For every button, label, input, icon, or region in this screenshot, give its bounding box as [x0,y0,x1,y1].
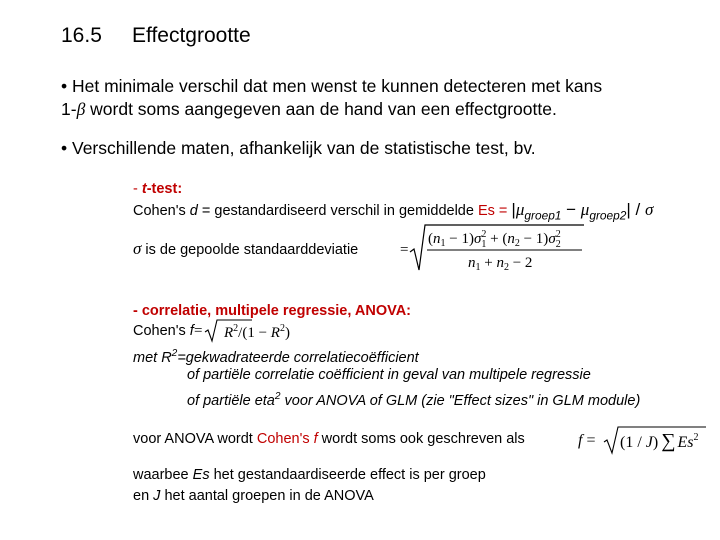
partial-eta-line [187,388,640,410]
anova-f-lhs: f = [578,432,596,449]
sigma-pooled-line [133,240,358,259]
cohen-d-description: = gestandardiseerd verschil in gemiddelde [197,203,478,219]
es-slash: / [630,200,645,219]
sigma-text: is de gepoolde standaarddeviatie [141,242,359,258]
cohen-f-expression: $R^2/(1 - R^2)$ [224,323,290,341]
anova-suffix: wordt soms ook geschreven als [317,431,525,447]
mu-2: μ [580,200,590,219]
partial-eta-sup: 2 [274,391,281,402]
closing-1-b: het gestandaardiseerde effect is per groep [209,467,486,483]
beta-symbol: β [76,99,86,119]
bullet-1 [61,75,602,121]
closing-line-1 [133,467,486,484]
closing-1-a: waarbee [133,467,193,483]
met-r-sup: 2 [171,348,178,359]
cohen-d-symbol: d [189,203,198,219]
pooled-sd-formula [398,222,588,274]
pooled-denominator: $n_1 + n_2 - 2$ [468,255,533,273]
cohen-f-prefix: Cohen's [133,323,190,339]
abs-left: | [511,200,516,219]
section-number: 16.5 [61,24,102,47]
closing-es: Es [192,467,210,483]
anova-prefix: voor ANOVA wordt [133,431,257,447]
closing-2-b: het aantal groepen in de ANOVA [160,488,374,504]
cohen-d-line [133,201,653,224]
cohen-f-formula [194,318,314,344]
pooled-numerator: $(n_1 - 1)\sigma^2$ $1 + (n_2 - 1)\sigma^2$ 2 [428,229,561,250]
cohen-d-prefix: Cohen's [133,203,190,219]
cohen-f-line [133,323,194,340]
abs-right: | [626,200,631,219]
sigma-symbol: σ [133,239,142,258]
bullet-1-line-2 [61,98,602,121]
anova-line [133,431,525,448]
met-r2-line [133,345,419,367]
met-r-rest: =gekwadrateerde correlatiecoëfficient [177,349,419,366]
es-sigma: σ [644,200,654,219]
closing-line-2 [133,488,374,505]
partial-correlation-line: of partiële correlatie coëfficient in geval van multipele regressie [187,367,591,383]
ttest-t: t [141,181,147,197]
partial-eta-rest: voor ANOVA of GLM (zie "Effect sizes" in GLM module) [280,392,641,409]
es-label: Es = [477,203,512,219]
anova-f-expression: (1 / J) ∑ Es$^2$ [620,430,699,452]
ttest-heading [133,181,182,198]
cohen-f-eq: = [194,323,203,339]
closing-2-a: en [133,488,154,504]
ttest-rest: -test: [146,181,183,197]
anova-f-formula [578,424,710,456]
mu-1-sub: groep1 [524,208,562,223]
partial-eta-prefix: of partiële eta [187,392,275,409]
page-title: Effectgrootte [132,24,251,47]
ttest-dash: - [133,181,142,197]
bullet-2: • Verschillende maten, afhankelijk van de statistische test, bv. [61,138,536,158]
es-minus: − [561,200,581,219]
met-r-prefix: met R [133,349,172,366]
pooled-eq: = [400,242,409,258]
closing-j: J [153,488,161,504]
bullet-1-line-2-text: wordt soms aangegeven aan de hand van een effectgrootte. [85,99,557,119]
es-formula [511,200,654,223]
anova-cohen: Cohen's f [256,431,318,447]
bullet-1-prefix: 1- [61,99,77,119]
correlation-heading: - correlatie, multipele regressie, ANOVA: [133,303,412,319]
cohen-f-symbol: f [189,323,194,339]
bullet-1-line-1: • Het minimale verschil dat men wenst te kunnen detecteren met kans [61,76,603,96]
mu-1: μ [515,200,525,219]
mu-2-sub: groep2 [589,208,627,223]
